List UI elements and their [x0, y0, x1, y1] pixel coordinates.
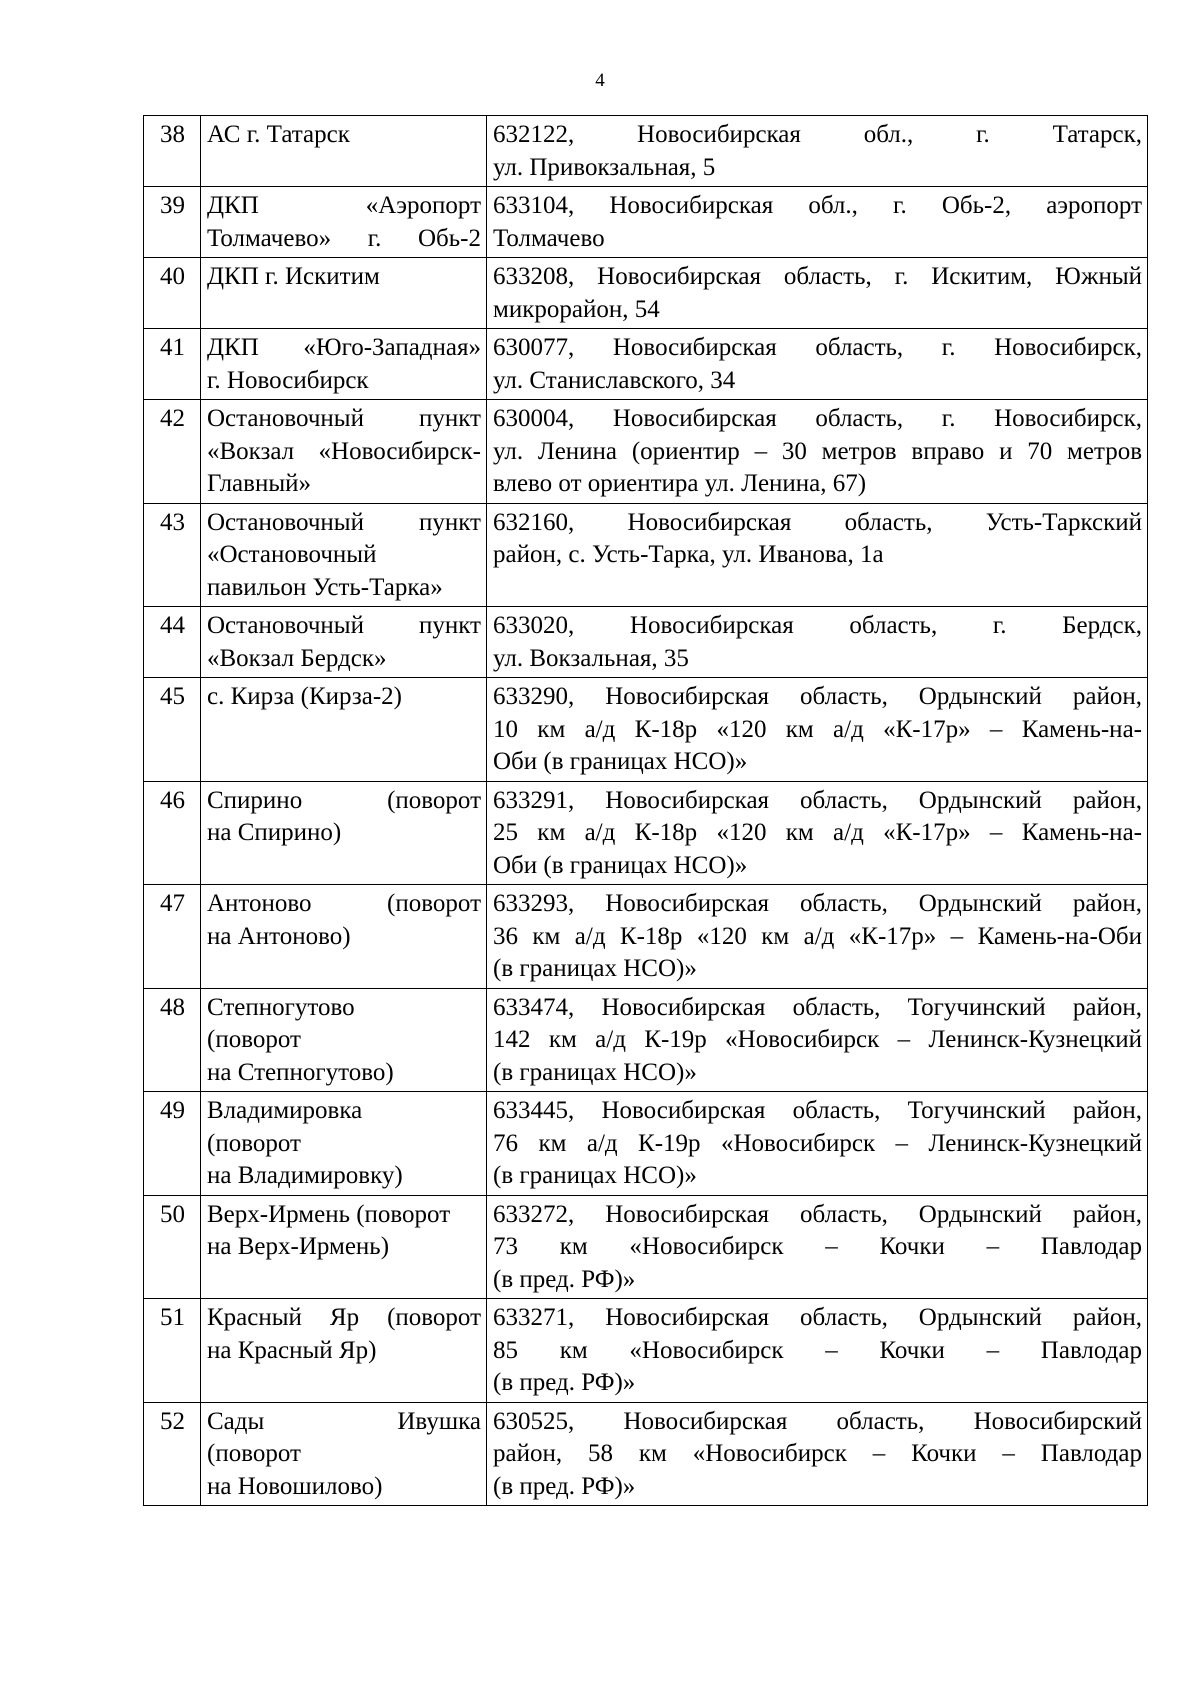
table-row [144, 258, 1148, 329]
row-number: 51 [144, 1299, 201, 1403]
stop-address-line: 633445, Новосибирская область, Тогучинский район, [493, 1097, 1142, 1124]
stop-address-line: (в пред. РФ)» [493, 1472, 636, 1500]
stop-name-line: Остановочный пункт [207, 612, 481, 639]
stop-name-line: Владимировка [207, 1097, 363, 1124]
stop-address [487, 988, 1148, 1092]
stop-address-line: 36 км а/д К-18р «120 км а/д «К-17р» – Камень-на-Оби [493, 922, 1142, 950]
table-row [144, 400, 1148, 504]
stop-name-line: (поворот [207, 1026, 301, 1053]
stop-address [487, 1092, 1148, 1196]
stop-address [487, 116, 1148, 187]
stop-name [201, 258, 487, 329]
stop-name-line: ДКП г. Искитим [207, 263, 380, 290]
stop-address-line: ул. Станиславского, 34 [493, 366, 736, 394]
stop-address [487, 1195, 1148, 1299]
stop-address-line: 633271, Новосибирская область, Ордынский район, [493, 1304, 1142, 1331]
table-row [144, 187, 1148, 258]
stop-address-line: 632160, Новосибирская область, Усть-Таркский [493, 508, 1142, 536]
stop-name-line: на Владимировку) [207, 1162, 403, 1189]
stop-name [201, 1195, 487, 1299]
stop-address-line: 633290, Новосибирская область, Ордынский район, [493, 683, 1142, 710]
stop-address-line: 633474, Новосибирская область, Тогучинский район, [493, 993, 1142, 1021]
stop-address-line: район, с. Усть-Тарка, ул. Иванова, 1а [493, 541, 884, 568]
stop-address-line: 25 км а/д К-18р «120 км а/д «К-17р» – Камень-на- [493, 819, 1142, 846]
row-number: 41 [144, 329, 201, 400]
stop-name-line: г. Новосибирск [207, 366, 369, 394]
table-row [144, 988, 1148, 1092]
stop-address-line: ул. Ленина (ориентир – 30 метров вправо и 70 метров [493, 437, 1142, 465]
stop-name-line: на Верх-Ирмень) [207, 1233, 390, 1260]
stop-address-line: 630077, Новосибирская область, г. Новосибирск, [493, 334, 1142, 361]
stop-name-line: Спирино (поворот [207, 786, 481, 814]
table-row [144, 607, 1148, 678]
stop-address-line: 73 км «Новосибирск – Кочки – Павлодар [493, 1233, 1142, 1260]
stops-table [143, 115, 1148, 1506]
table-row [144, 1299, 1148, 1403]
stop-address-line: 633293, Новосибирская область, Ордынский район, [493, 890, 1142, 917]
table-row [144, 116, 1148, 187]
stop-name [201, 503, 487, 607]
stop-address-line: 633020, Новосибирская область, г. Бердск, [493, 612, 1142, 639]
stop-name-line: (поворот [207, 1129, 301, 1157]
stop-address-line: (в пред. РФ)» [493, 1369, 636, 1396]
stop-name-line: Степногутово [207, 993, 355, 1021]
table-row [144, 678, 1148, 782]
stop-name-line: Красный Яр (поворот [207, 1304, 481, 1331]
stop-name-line: Сады Ивушка [207, 1407, 481, 1435]
stop-name-line: «Вокзал Бердск» [207, 644, 387, 672]
stop-address-line: микрорайон, 54 [493, 295, 660, 323]
table-row [144, 1092, 1148, 1196]
row-number: 45 [144, 678, 201, 782]
stop-address-line: (в границах НСО)» [493, 955, 697, 982]
stop-name [201, 400, 487, 504]
stop-name [201, 678, 487, 782]
row-number: 44 [144, 607, 201, 678]
stop-address-line: Толмачево [493, 224, 605, 252]
row-number: 40 [144, 258, 201, 329]
stop-name-line: павильон Усть-Тарка» [207, 573, 443, 601]
stop-name [201, 1402, 487, 1506]
stop-address [487, 1299, 1148, 1403]
stop-address-line: 633104, Новосибирская обл., г. Обь-2, аэропорт [493, 192, 1142, 219]
stop-name [201, 1092, 487, 1196]
stop-name-line: АС г. Татарск [207, 121, 350, 148]
stop-address [487, 885, 1148, 989]
stop-address-line: ул. Привокзальная, 5 [493, 153, 716, 181]
stop-name [201, 1299, 487, 1403]
stop-name-line: Остановочный пункт [207, 508, 481, 536]
stop-address-line: (в границах НСО)» [493, 1058, 697, 1086]
stop-address [487, 400, 1148, 504]
stop-name-line: на Степногутово) [207, 1058, 394, 1086]
row-number: 39 [144, 187, 201, 258]
stop-name-line: на Антоново) [207, 922, 351, 950]
stop-address-line: 630004, Новосибирская область, г. Новосибирск, [493, 405, 1142, 432]
stop-address-line: ул. Вокзальная, 35 [493, 644, 689, 672]
stop-address [487, 1402, 1148, 1506]
table-row [144, 885, 1148, 989]
stop-name-line: Главный» [207, 470, 312, 497]
stop-address-line: 85 км «Новосибирск – Кочки – Павлодар [493, 1336, 1142, 1364]
row-number: 38 [144, 116, 201, 187]
stop-name [201, 187, 487, 258]
stop-address [487, 187, 1148, 258]
stop-name [201, 988, 487, 1092]
row-number: 50 [144, 1195, 201, 1299]
stop-address [487, 607, 1148, 678]
row-number: 42 [144, 400, 201, 504]
table-row [144, 781, 1148, 885]
table-row [144, 1402, 1148, 1506]
stop-name [201, 607, 487, 678]
stop-address-line: 633208, Новосибирская область, г. Искитим, Южный [493, 263, 1142, 290]
stop-name-line: ДКП «Юго-Западная» [207, 334, 481, 361]
stop-address [487, 503, 1148, 607]
stop-name-line: Толмачево» г. Обь-2 [207, 224, 481, 252]
stop-address-line: (в пред. РФ)» [493, 1265, 636, 1293]
row-number: 46 [144, 781, 201, 885]
stop-address-line: (в границах НСО)» [493, 1162, 697, 1189]
stops-table-body [144, 116, 1148, 1506]
stop-address [487, 678, 1148, 782]
stop-address-line: 76 км а/д К-19р «Новосибирск – Ленинск-Кузнецкий [493, 1129, 1142, 1157]
stop-address-line: 633272, Новосибирская область, Ордынский район, [493, 1200, 1142, 1228]
stop-address-line: Оби (в границах НСО)» [493, 748, 748, 775]
row-number: 43 [144, 503, 201, 607]
stop-name-line: на Красный Яр) [207, 1336, 377, 1364]
row-number: 52 [144, 1402, 201, 1506]
stop-name-line: на Спирино) [207, 819, 342, 846]
stop-name [201, 329, 487, 400]
stop-name-line: на Новошилово) [207, 1472, 383, 1500]
table-row [144, 503, 1148, 607]
row-number: 49 [144, 1092, 201, 1196]
stop-address-line: влево от ориентира ул. Ленина, 67) [493, 470, 867, 497]
stop-name-line: Антоново (поворот [207, 890, 481, 917]
stop-address-line: Оби (в границах НСО)» [493, 851, 748, 879]
stop-address-line: 630525, Новосибирская область, Новосибирский [493, 1407, 1142, 1435]
page-number: 4 [595, 70, 605, 91]
stop-address-line: 142 км а/д К-19р «Новосибирск – Ленинск-Кузнецкий [493, 1026, 1142, 1053]
stop-address [487, 329, 1148, 400]
stop-name [201, 781, 487, 885]
row-number: 47 [144, 885, 201, 989]
stop-address-line: 632122, Новосибирская обл., г. Татарск, [493, 121, 1142, 148]
stop-name-line: «Остановочный [207, 541, 377, 568]
stop-address [487, 781, 1148, 885]
stop-address-line: 10 км а/д К-18р «120 км а/д «К-17р» – Камень-на- [493, 715, 1142, 743]
stop-name-line: с. Кирза (Кирза-2) [207, 683, 402, 710]
stop-name-line: Остановочный пункт [207, 405, 481, 432]
stop-name-line: (поворот [207, 1440, 301, 1467]
stop-address-line: район, 58 км «Новосибирск – Кочки – Павлодар [493, 1440, 1142, 1467]
table-row [144, 1195, 1148, 1299]
stop-address [487, 258, 1148, 329]
stop-name-line: ДКП «Аэропорт [207, 192, 481, 219]
stop-address-line: 633291, Новосибирская область, Ордынский район, [493, 786, 1142, 814]
table-row [144, 329, 1148, 400]
stop-name [201, 885, 487, 989]
stop-name-line: Верх-Ирмень (поворот [207, 1200, 451, 1228]
stop-name [201, 116, 487, 187]
row-number: 48 [144, 988, 201, 1092]
stop-name-line: «Вокзал «Новосибирск- [207, 437, 481, 465]
